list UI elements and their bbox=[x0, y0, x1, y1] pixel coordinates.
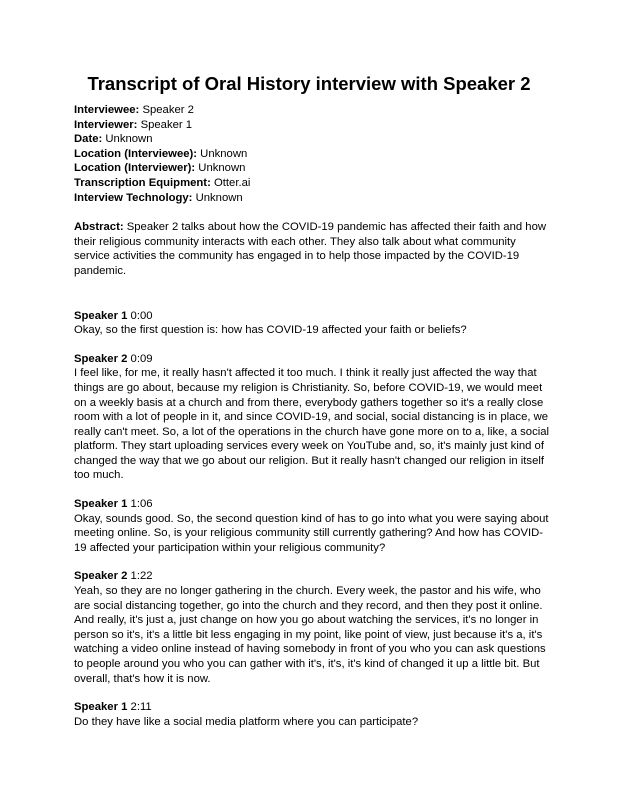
metadata-label: Location (Interviewee): bbox=[74, 147, 198, 160]
turn-header bbox=[74, 700, 554, 715]
turn-header bbox=[74, 352, 554, 367]
turn-text: Okay, sounds good. So, the second question kind of has to go into what you were saying about meeting online. So, is your religious community still currently gathering? And how has COVID-19 affected your participation within your religious community? bbox=[74, 512, 549, 554]
metadata-location-interviewee bbox=[74, 147, 554, 162]
metadata-value: Unknown bbox=[105, 133, 153, 146]
metadata-value: Speaker 1 bbox=[140, 118, 193, 131]
transcript-turn bbox=[74, 497, 554, 555]
transcript-turn bbox=[74, 352, 554, 483]
transcript-turn bbox=[74, 309, 554, 338]
speaker-name: Speaker 2 bbox=[74, 570, 128, 583]
transcript-turns bbox=[74, 309, 554, 730]
timestamp: 1:22 bbox=[130, 570, 153, 583]
metadata-block bbox=[74, 103, 554, 205]
metadata-interviewee bbox=[74, 103, 554, 118]
metadata-location-interviewer bbox=[74, 161, 554, 176]
metadata-label: Interviewer: bbox=[74, 118, 138, 131]
timestamp: 0:09 bbox=[130, 352, 153, 365]
turn-header bbox=[74, 309, 554, 324]
turn-text: Do they have like a social media platform where you can participate? bbox=[74, 715, 419, 728]
turn-header bbox=[74, 497, 554, 512]
timestamp: 2:11 bbox=[130, 701, 152, 714]
metadata-interviewer bbox=[74, 118, 554, 133]
metadata-value: Unknown bbox=[200, 147, 248, 160]
turn-header bbox=[74, 569, 554, 584]
abstract-text: Speaker 2 talks about how the COVID-19 pandemic has affected their faith and how their religious community interacts with each other. They also talk about what community service activities the community has engaged in to help those impacted by the COVID-19 pandemic. bbox=[74, 221, 547, 277]
metadata-value: Speaker 2 bbox=[142, 104, 194, 116]
speaker-name: Speaker 1 bbox=[74, 309, 128, 322]
abstract-label: Abstract: bbox=[74, 221, 124, 234]
transcript-turn bbox=[74, 700, 554, 729]
turn-text: Yeah, so they are no longer gathering in the church. Every week, the pastor and his wife, who are social distancing together, go into the church and they record, and then they post it online. And really, it's just a, just change on how you go about watching the services, it's no longer in person so it's, it's a little bit less engaging in my point, like point of view, just because it's a, it's watching a video online instead of having somebody in front of you who you can ask questions to people around you who you can gather with it's, it's, it's kind of changed it up a little bit. But overall, that's how it is now. bbox=[74, 585, 546, 685]
document-body bbox=[74, 103, 554, 743]
timestamp: 0:00 bbox=[130, 309, 153, 322]
metadata-value: Unknown bbox=[198, 162, 246, 175]
metadata-label: Interviewee: bbox=[74, 104, 140, 116]
page-title: Transcript of Oral History interview with Speaker 2 bbox=[87, 73, 531, 94]
timestamp: 1:06 bbox=[130, 498, 153, 511]
metadata-interview-technology bbox=[74, 191, 554, 206]
metadata-date bbox=[74, 132, 554, 147]
metadata-label: Date: bbox=[74, 133, 103, 146]
speaker-name: Speaker 2 bbox=[74, 352, 128, 365]
metadata-label: Location (Interviewer): bbox=[74, 162, 196, 175]
metadata-label: Transcription Equipment: bbox=[74, 176, 211, 189]
abstract bbox=[74, 220, 554, 278]
transcript-turn bbox=[74, 569, 554, 686]
turn-text: I feel like, for me, it really hasn't affected it too much. I think it really just affected the way that things are go about, because my religion is Christianity. So, before COVID-19, we would meet on a weekly basis at a church and from there, everybody gathers together so it's a really close room with a lot of people in it, and since COVID-19, and social, social distancing is in place, we really can't meet. So, a lot of the operations in the church have gone more on to a, like, a social platform. They start uploading services every week on YouTube and, so, it's mainly just kind of changed the way that we go about our religion. But it really hasn't changed our religion in itself too much. bbox=[74, 367, 550, 482]
speaker-name: Speaker 1 bbox=[74, 498, 128, 511]
metadata-value: Unknown bbox=[195, 191, 243, 204]
metadata-value: Otter.ai bbox=[213, 176, 251, 189]
metadata-transcription-equipment bbox=[74, 176, 554, 191]
metadata-label: Interview Technology: bbox=[74, 191, 193, 204]
speaker-name: Speaker 1 bbox=[74, 701, 128, 714]
turn-text: Okay, so the first question is: how has COVID-19 affected your faith or beliefs? bbox=[74, 324, 467, 337]
